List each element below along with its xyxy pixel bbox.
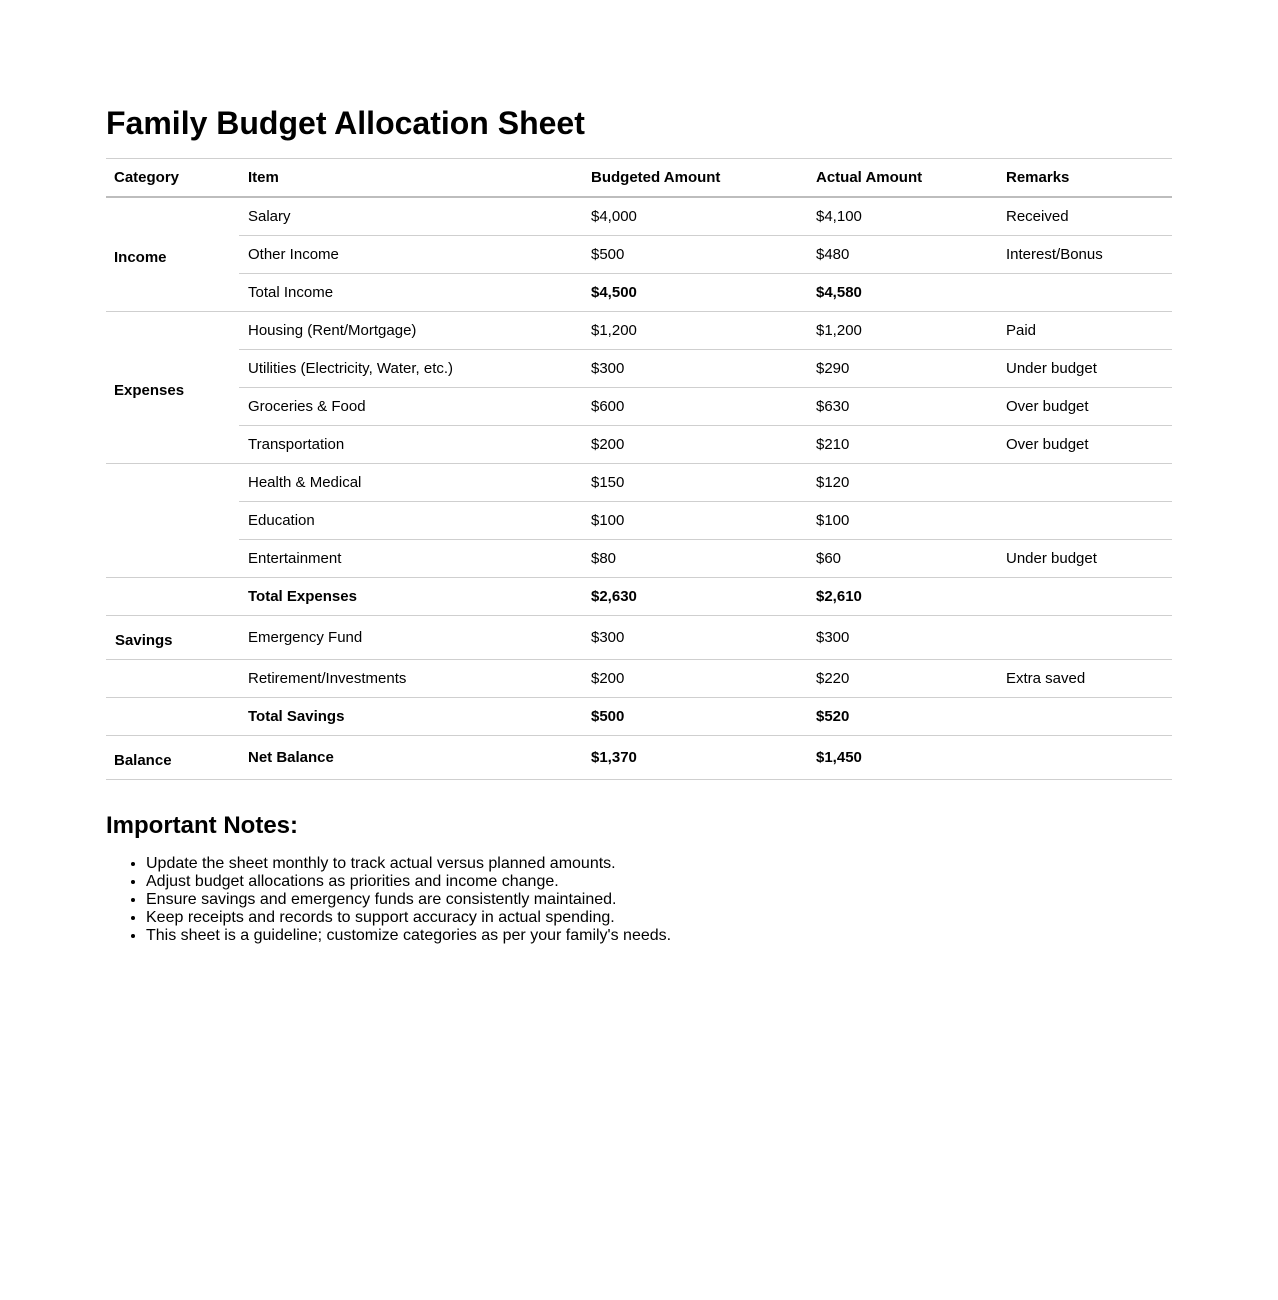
cell-actual: $120 — [816, 474, 850, 491]
cell-item: Total Expenses — [248, 588, 357, 605]
list-item: • Ensure savings and emergency funds are consistently maintained. — [146, 891, 671, 909]
header-remarks: Remarks — [1006, 169, 1070, 186]
cell-remarks: Under budget — [1006, 360, 1097, 377]
cell-item: Salary — [248, 208, 291, 225]
cell-actual: $4,580 — [816, 284, 862, 301]
row-divider — [239, 425, 1172, 426]
cell-budgeted: $1,370 — [591, 749, 637, 766]
cell-actual: $4,100 — [816, 208, 862, 225]
cell-budgeted: $200 — [591, 670, 625, 687]
table-bottom-border — [106, 779, 1172, 780]
header-bottom-border — [106, 196, 1172, 198]
cell-item: Retirement/Investments — [248, 670, 407, 687]
cell-item: Net Balance — [248, 749, 334, 766]
cell-budgeted: $150 — [591, 474, 625, 491]
list-item: • Update the sheet monthly to track actual versus planned amounts. — [146, 855, 671, 873]
cell-budgeted: $300 — [591, 360, 625, 377]
list-item: • Keep receipts and records to support accuracy in actual spending. — [146, 909, 671, 927]
row-divider — [239, 501, 1172, 502]
page-title: Family Budget Allocation Sheet — [106, 105, 585, 141]
cell-budgeted: $600 — [591, 398, 625, 415]
cell-actual: $520 — [816, 708, 850, 725]
cell-remarks: Over budget — [1006, 436, 1089, 453]
row-divider — [239, 539, 1172, 540]
header-budgeted: Budgeted Amount — [591, 169, 721, 186]
notes-heading: Important Notes: — [106, 812, 298, 839]
group-divider — [106, 697, 1172, 698]
row-divider — [239, 387, 1172, 388]
header-actual: Actual Amount — [816, 169, 923, 186]
group-divider — [106, 735, 1172, 736]
cell-remarks: Paid — [1006, 322, 1037, 339]
header-category: Category — [114, 169, 180, 186]
group-divider — [106, 577, 1172, 578]
header-item: Item — [248, 169, 279, 186]
category-balance: Balance — [114, 752, 172, 769]
cell-actual: $480 — [816, 246, 850, 263]
cell-actual: $1,450 — [816, 749, 862, 766]
cell-actual: $2,610 — [816, 588, 862, 605]
cell-budgeted: $300 — [591, 629, 625, 646]
cell-item: Other Income — [248, 246, 339, 263]
cell-item: Health & Medical — [248, 474, 362, 491]
cell-actual: $290 — [816, 360, 850, 377]
cell-item: Total Income — [248, 284, 334, 301]
cell-item: Entertainment — [248, 550, 342, 567]
row-divider — [239, 235, 1172, 236]
cell-item: Total Savings — [248, 708, 345, 725]
group-divider — [106, 615, 1172, 616]
group-divider — [106, 659, 1172, 660]
cell-remarks: Under budget — [1006, 550, 1097, 567]
cell-budgeted: $4,500 — [591, 284, 637, 301]
cell-remarks: Extra saved — [1006, 670, 1086, 687]
cell-actual: $60 — [816, 550, 842, 567]
row-divider — [239, 273, 1172, 274]
cell-item: Groceries & Food — [248, 398, 366, 415]
category-expenses: Expenses — [114, 382, 185, 399]
row-divider — [239, 349, 1172, 350]
category-income: Income — [114, 249, 167, 266]
cell-actual: $220 — [816, 670, 850, 687]
cell-actual: $300 — [816, 629, 850, 646]
cell-item: Emergency Fund — [248, 629, 363, 646]
table-top-border — [106, 158, 1172, 159]
cell-item: Education — [248, 512, 315, 529]
cell-remarks: Received — [1006, 208, 1069, 225]
cell-actual: $1,200 — [816, 322, 862, 339]
cell-actual: $630 — [816, 398, 850, 415]
cell-item: Transportation — [248, 436, 345, 453]
cell-item: Utilities (Electricity, Water, etc.) — [248, 360, 454, 377]
list-item: • Adjust budget allocations as priorities and income change. — [146, 873, 671, 891]
cell-budgeted: $500 — [591, 708, 625, 725]
cell-budgeted: $100 — [591, 512, 625, 529]
cell-actual: $210 — [816, 436, 850, 453]
cell-budgeted: $4,000 — [591, 208, 637, 225]
cell-budgeted: $80 — [591, 550, 617, 567]
group-divider — [106, 463, 1172, 464]
cell-budgeted: $1,200 — [591, 322, 637, 339]
list-item: • This sheet is a guideline; customize categories as per your family's needs. — [146, 927, 671, 945]
group-divider — [106, 311, 1172, 312]
cell-remarks: Interest/Bonus — [1006, 246, 1103, 263]
cell-budgeted: $500 — [591, 246, 625, 263]
cell-actual: $100 — [816, 512, 850, 529]
cell-budgeted: $200 — [591, 436, 625, 453]
cell-item: Housing (Rent/Mortgage) — [248, 322, 417, 339]
cell-remarks: Over budget — [1006, 398, 1089, 415]
cell-budgeted: $2,630 — [591, 588, 637, 605]
notes-list — [106, 855, 671, 945]
category-savings: Savings — [115, 632, 173, 649]
